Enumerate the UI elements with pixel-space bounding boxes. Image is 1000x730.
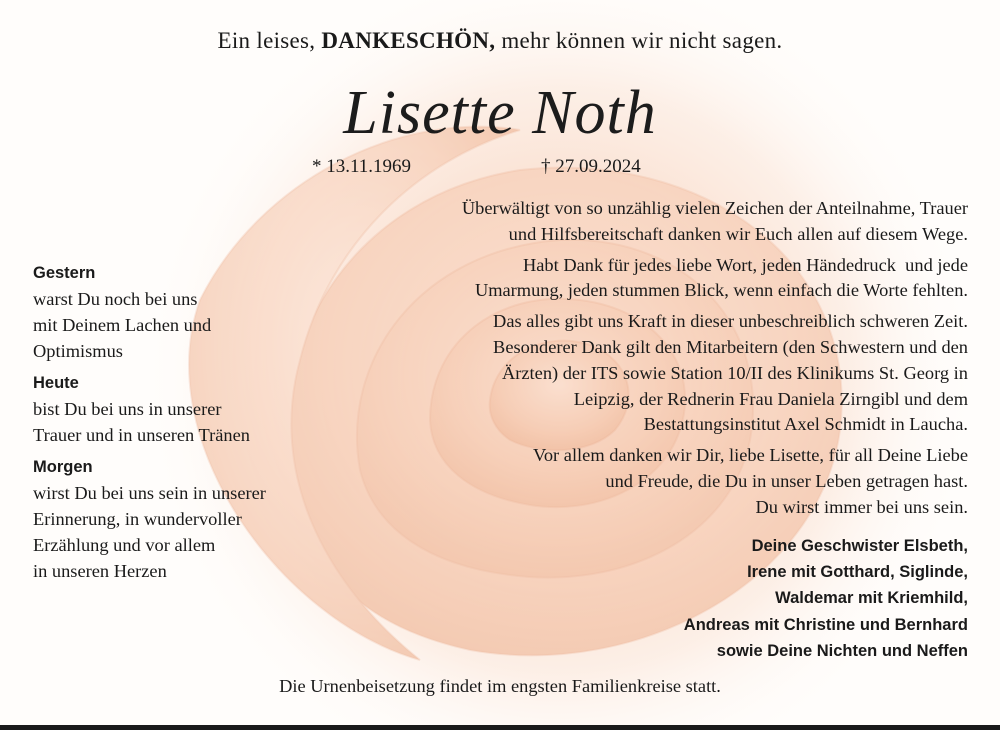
signature-line: Deine Geschwister Elsbeth, — [751, 537, 968, 555]
poem-stanza — [33, 454, 353, 584]
signature — [548, 533, 968, 664]
signature-line: Andreas mit Christine und Bernhard — [683, 615, 968, 634]
birth-date: * 13.11.1969 — [312, 156, 412, 177]
headline — [0, 28, 1000, 54]
signature-line: Waldemar mit Kriemhild, — [775, 589, 968, 608]
poem-line: Optimismus — [33, 341, 123, 361]
poem-line: in unseren Herzen — [33, 561, 167, 581]
poem-line: Erinnerung, in wundervoller — [33, 509, 242, 529]
text-line: Habt Dank für jedes liebe Wort, jeden Händedruck und jede — [522, 254, 968, 275]
headline-pre: Ein leises, — [217, 28, 322, 53]
text-line: Leipzig, der Rednerin Frau Daniela Zirngibl und dem — [573, 388, 968, 409]
text-line: Besonderer Dank gilt den Mitarbeitern (den Schwestern und den — [493, 336, 968, 357]
poem-stanza — [33, 260, 353, 364]
poem-line: mit Deinem Lachen und — [33, 315, 212, 335]
poem-heading: Heute — [33, 374, 79, 392]
text-line: Umarmung, jeden stummen Blick, wenn einfach die Worte fehlten. — [474, 280, 968, 301]
text-line: und Hilfsbereitschaft danken wir Euch allen auf diesem Wege. — [508, 223, 968, 244]
deceased-name: Lisette Noth — [343, 79, 657, 147]
text-line: Ärzten) der ITS sowie Station 10/II des Klinikums St. Georg in — [501, 362, 968, 383]
death-date: † 27.09.2024 — [541, 156, 641, 177]
poem-heading: Gestern — [33, 264, 96, 282]
text-line: Du wirst immer bei uns sein. — [755, 496, 968, 517]
poem-line: wirst Du bei uns sein in unserer — [33, 483, 266, 503]
headline-bold: DANKESCHÖN, — [321, 28, 496, 53]
poem — [33, 256, 353, 590]
text-line: Bestattungsinstitut Axel Schmidt in Laucha. — [643, 414, 968, 435]
signature-line: sowie Deine Nichten und Neffen — [716, 641, 968, 660]
text-line: Überwältigt von so unzählig vielen Zeichen der Anteilnahme, Trauer — [461, 198, 968, 218]
poem-line: warst Du noch bei uns — [33, 289, 198, 309]
poem-line: Trauer und in unseren Tränen — [33, 425, 250, 445]
poem-heading: Morgen — [33, 458, 93, 476]
headline-post: mehr können wir nicht sagen. — [495, 28, 783, 53]
thanks-paragraph — [348, 443, 968, 520]
poem-line: bist Du bei uns in unserer — [33, 399, 222, 419]
poem-stanza — [33, 370, 353, 448]
burial-notice: Die Urnenbeisetzung findet im engsten Familienkreise statt. — [279, 676, 721, 696]
thanks-text — [348, 196, 968, 526]
thanks-paragraph — [348, 309, 968, 438]
text-line: Das alles gibt uns Kraft in dieser unbeschreiblich schweren Zeit. — [493, 311, 968, 332]
text-line: und Freude, die Du in unser Leben getragen hast. — [605, 470, 968, 491]
signature-line: Irene mit Gotthard, Siglinde, — [747, 563, 968, 582]
thanks-paragraph — [348, 196, 968, 248]
text-line: Vor allem danken wir Dir, liebe Lisette, für all Deine Liebe — [532, 445, 968, 466]
thanks-paragraph — [348, 253, 968, 305]
poem-line: Erzählung und vor allem — [33, 535, 216, 555]
